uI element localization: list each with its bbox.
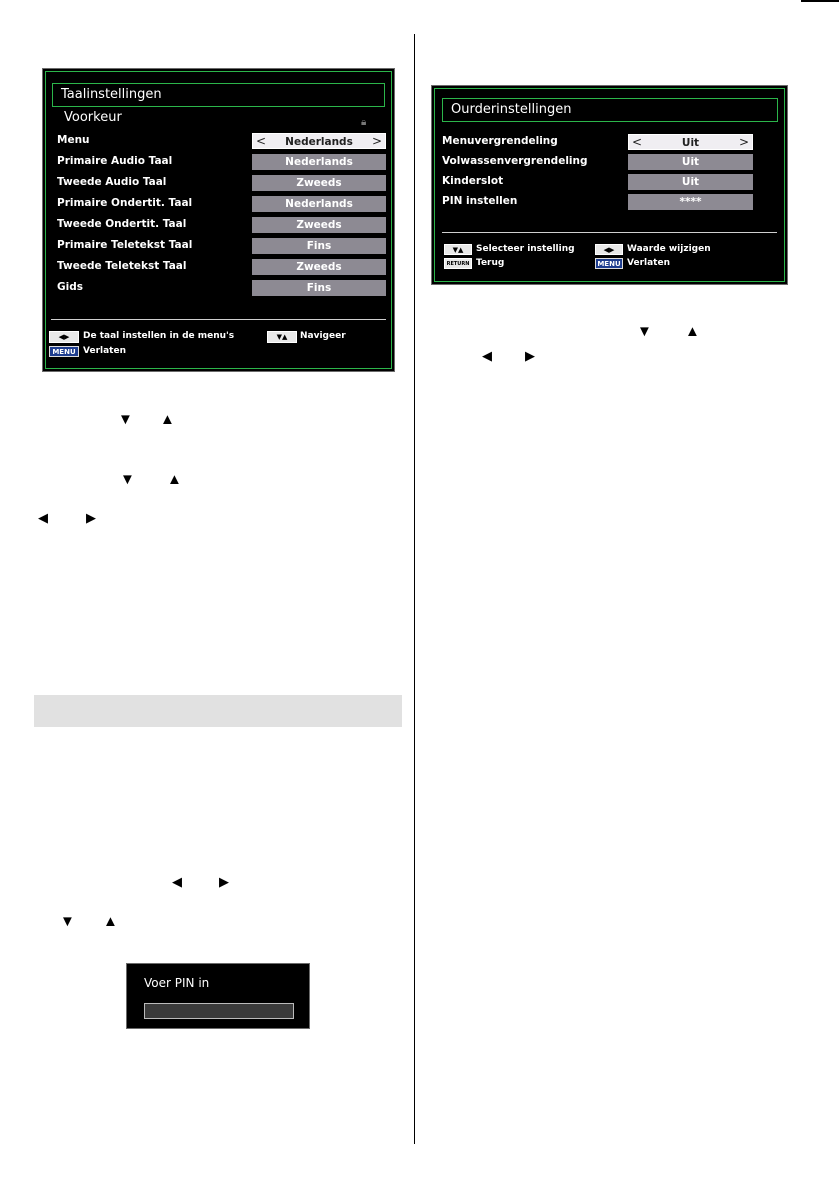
chevron-left-icon[interactable]: <	[632, 135, 643, 149]
footer-hint-exit: Verlaten	[627, 258, 670, 268]
pin-entry-dialog	[126, 963, 310, 1029]
setting-value-text: Uit	[681, 137, 700, 149]
setting-value[interactable]	[628, 174, 753, 190]
setting-value[interactable]	[252, 196, 386, 212]
left-arrow-icon: ◀	[172, 874, 182, 889]
down-up-key-icon: ▼▲	[267, 331, 297, 343]
language-settings-screen	[42, 68, 395, 372]
setting-value-text: Zweeds	[296, 177, 342, 189]
setting-value[interactable]	[252, 133, 386, 149]
footer-hint-language: De taal instellen in de menu's	[83, 331, 235, 341]
setting-value-text: Nederlands	[285, 136, 353, 148]
left-right-key-icon: ◀▶	[595, 244, 623, 255]
left-right-key-icon: ◀▶	[49, 331, 79, 343]
pin-label: Voer PIN in	[144, 976, 210, 990]
setting-value[interactable]	[628, 134, 753, 150]
setting-value-text: Fins	[306, 282, 332, 294]
down-arrow-icon: ▼	[60, 913, 75, 930]
setting-label: PIN instellen	[442, 195, 518, 207]
return-key-icon: RETURN	[444, 258, 472, 269]
setting-value-text: Nederlands	[285, 156, 353, 168]
down-arrow-icon: ▼	[118, 411, 133, 428]
column-divider	[414, 34, 415, 1144]
setting-label: Tweede Ondertit. Taal	[57, 218, 187, 230]
footer-hint-exit: Verlaten	[83, 346, 126, 356]
menu-title: Ourderinstellingen	[442, 98, 778, 122]
setting-label: Primaire Teletekst Taal	[57, 239, 193, 251]
down-up-key-icon: ▼▲	[444, 244, 472, 255]
footer-divider	[51, 319, 386, 320]
footer-hint-select: Selecteer instelling	[476, 244, 575, 254]
setting-value-text: Fins	[306, 240, 332, 252]
setting-value[interactable]	[252, 259, 386, 275]
up-arrow-icon: ▲	[167, 471, 182, 488]
parental-settings-screen	[431, 85, 788, 285]
setting-label: Gids	[57, 281, 83, 293]
right-arrow-icon: ▶	[219, 874, 229, 889]
menu-key-icon: MENU	[595, 258, 623, 269]
up-arrow-icon: ▲	[685, 323, 700, 340]
down-arrow-icon: ▼	[637, 323, 652, 340]
setting-label: Kinderslot	[442, 175, 504, 187]
pin-input[interactable]	[144, 1003, 294, 1019]
footer-hint-back: Terug	[476, 258, 505, 268]
setting-value-text: Uit	[681, 176, 700, 188]
left-arrow-icon: ◀	[482, 348, 492, 363]
setting-value[interactable]	[252, 217, 386, 233]
setting-label: Tweede Teletekst Taal	[57, 260, 187, 272]
setting-value[interactable]	[252, 238, 386, 254]
footer-divider	[442, 232, 777, 233]
up-arrow-icon: ▲	[103, 913, 118, 930]
setting-label: Primaire Audio Taal	[57, 155, 173, 167]
setting-label: Menu	[57, 134, 90, 146]
right-arrow-icon: ▶	[86, 510, 96, 525]
setting-value[interactable]	[252, 175, 386, 191]
setting-label: Volwassenvergrendeling	[442, 155, 588, 167]
setting-value-text: Uit	[681, 156, 700, 168]
setting-value[interactable]	[252, 280, 386, 296]
menu-title: Taalinstellingen	[52, 83, 385, 107]
chevron-left-icon[interactable]: <	[256, 134, 267, 148]
setting-label: Menuvergrendeling	[442, 135, 558, 147]
menu-subtitle: Voorkeur	[64, 110, 122, 125]
footer-hint-navigate: Navigeer	[300, 331, 346, 341]
setting-value[interactable]	[628, 154, 753, 170]
setting-value-text: Zweeds	[296, 219, 342, 231]
setting-value-text: Nederlands	[285, 198, 353, 210]
crop-mark	[801, 0, 839, 2]
setting-label: Tweede Audio Taal	[57, 176, 167, 188]
down-arrow-icon: ▼	[120, 471, 135, 488]
right-arrow-icon: ▶	[525, 348, 535, 363]
chevron-right-icon[interactable]: >	[371, 134, 382, 148]
lock-icon: 🔒︎	[361, 117, 367, 128]
setting-value[interactable]	[628, 194, 753, 210]
setting-value-text: ****	[679, 196, 702, 208]
menu-key-icon: MENU	[49, 346, 79, 357]
footer-hint-change-value: Waarde wijzigen	[627, 244, 711, 254]
setting-label: Primaire Ondertit. Taal	[57, 197, 193, 209]
setting-value-text: Zweeds	[296, 261, 342, 273]
up-arrow-icon: ▲	[160, 411, 175, 428]
section-heading-bar	[34, 695, 402, 727]
setting-value[interactable]	[252, 154, 386, 170]
chevron-right-icon[interactable]: >	[738, 135, 749, 149]
left-arrow-icon: ◀	[38, 510, 48, 525]
